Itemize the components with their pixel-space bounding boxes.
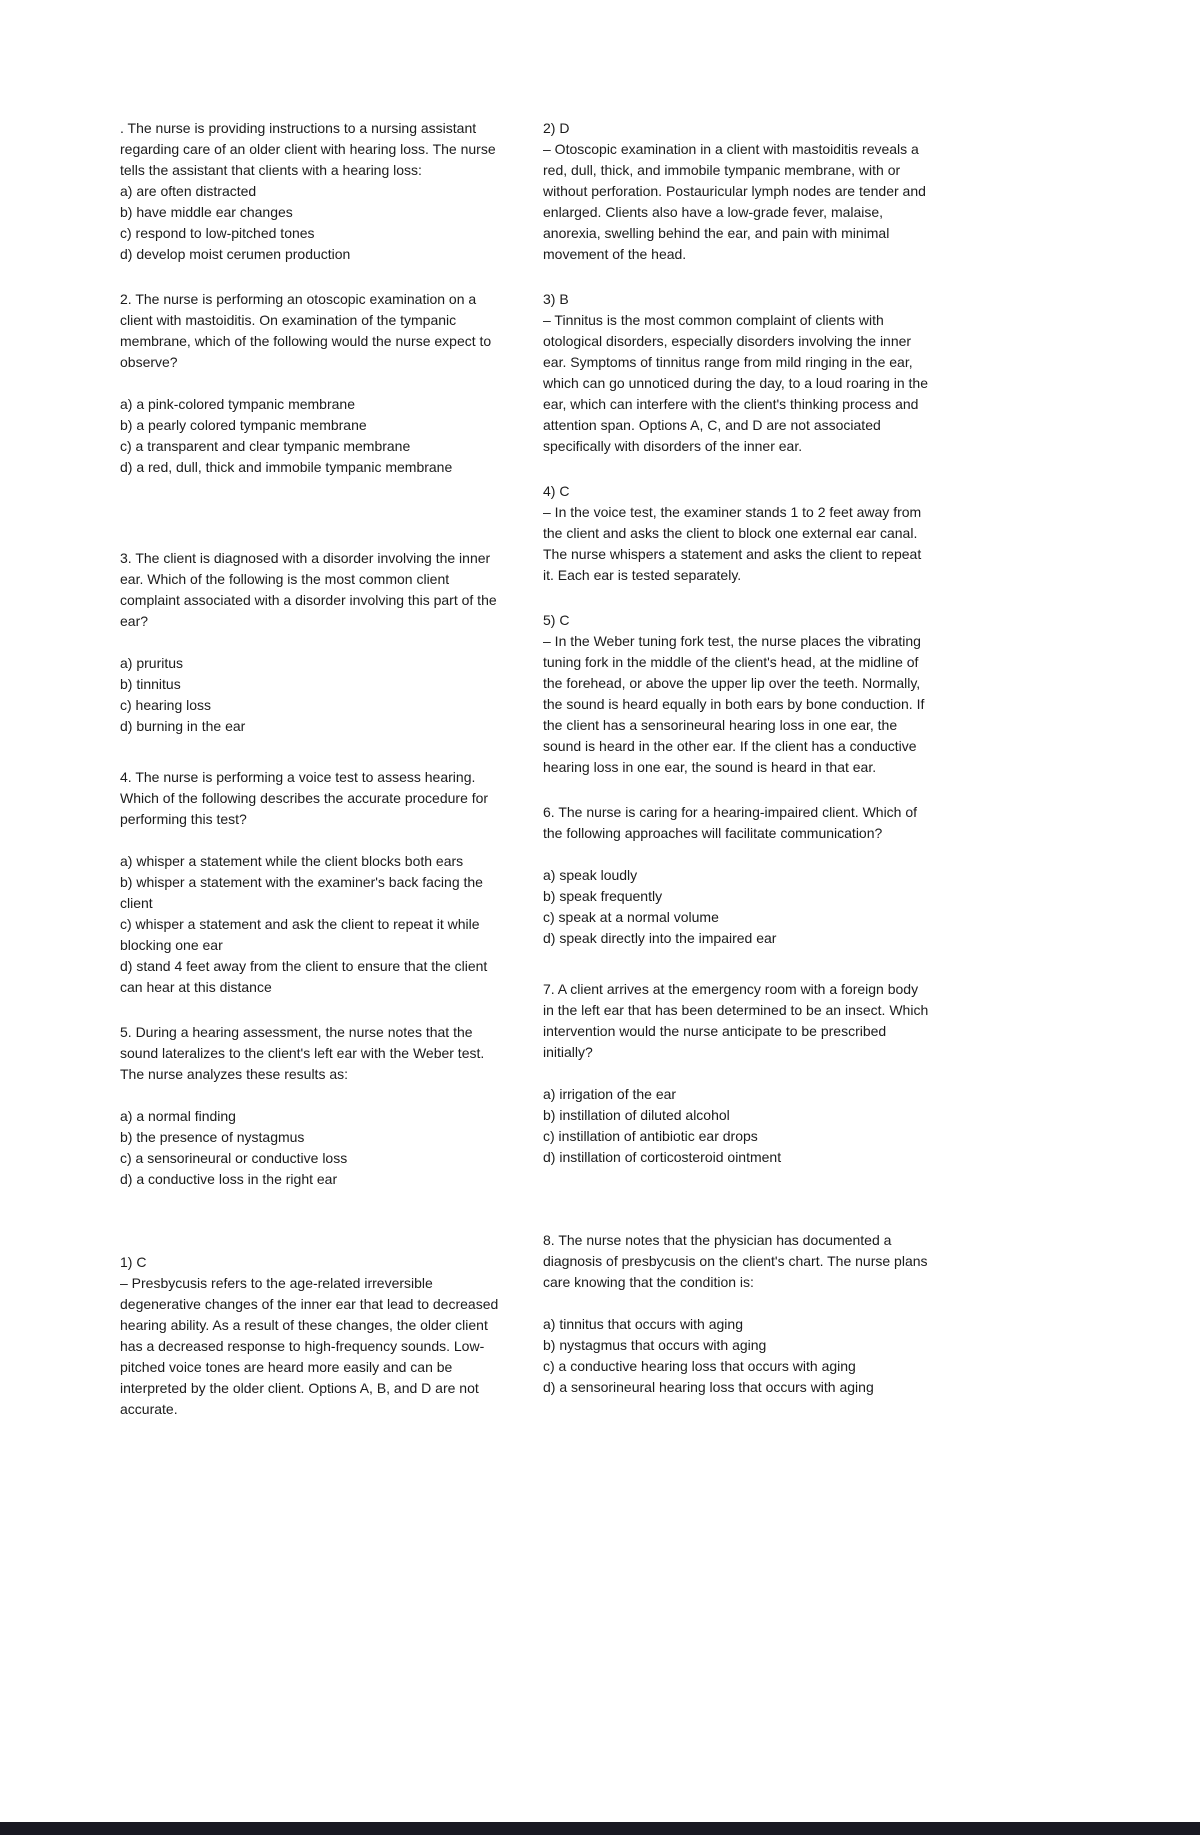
question-6-option-c: c) speak at a normal volume	[543, 909, 719, 925]
question-4-option-c: c) whisper a statement and ask the client to repeat it while blocking one ear	[120, 916, 480, 953]
answer-3-label: 3) B	[543, 291, 569, 307]
answer-3	[543, 289, 931, 457]
question-3-option-d: d) burning in the ear	[120, 718, 246, 734]
question-4-option-d: d) stand 4 feet away from the client to ensure that the client can hear at this distance	[120, 958, 488, 995]
question-8	[543, 1230, 931, 1398]
question-5-stem: 5. During a hearing assessment, the nurse notes that the sound lateralizes to the client's left ear with the Weber test. The nurse analyzes these results as:	[120, 1024, 485, 1082]
answer-3-rationale: – Tinnitus is the most common complaint of clients with otological disorders, especially disorders involving the inner ear. Symptoms of tinnitus range from mild ringing in the ear, which can go unnoticed during the day, to a loud roaring in the ear, which can interfere with the client's thinking process and attention span. Options A, C, and D are not associated specifically with disorders of the inner ear.	[543, 312, 928, 454]
answer-4-rationale: – In the voice test, the examiner stands 1 to 2 feet away from the client and asks the client to block one external ear canal. The nurse whispers a statement and asks the client to repeat it. Each ear is tested separately.	[543, 504, 922, 583]
answer-5	[543, 610, 931, 778]
question-7-option-d: d) instillation of corticosteroid ointment	[543, 1149, 782, 1165]
question-8-option-c: c) a conductive hearing loss that occurs with aging	[543, 1358, 856, 1374]
question-3-stem: 3. The client is diagnosed with a disorder involving the inner ear. Which of the following is the most common client complaint associated with a disorder involving this part of the ear?	[120, 550, 497, 629]
question-7-options	[543, 1084, 931, 1168]
question-6-option-d: d) speak directly into the impaired ear	[543, 930, 777, 946]
question-6-options	[543, 865, 931, 949]
question-8-option-b: b) nystagmus that occurs with aging	[543, 1337, 767, 1353]
question-8-option-a: a) tinnitus that occurs with aging	[543, 1316, 743, 1332]
question-2-option-c: c) a transparent and clear tympanic membrane	[120, 438, 411, 454]
answer-5-label: 5) C	[543, 612, 570, 628]
answer-1	[120, 1252, 502, 1420]
question-8-stem: 8. The nurse notes that the physician has documented a diagnosis of presbycusis on the client's chart. The nurse plans care knowing that the condition is:	[543, 1232, 928, 1290]
right-column	[543, 118, 931, 1398]
question-2-stem: 2. The nurse is performing an otoscopic examination on a client with mastoiditis. On examination of the tympanic membrane, which of the following would the nurse expect to observe?	[120, 291, 492, 370]
question-7-option-b: b) instillation of diluted alcohol	[543, 1107, 730, 1123]
answer-2	[543, 118, 931, 265]
question-7-option-a: a) irrigation of the ear	[543, 1086, 677, 1102]
question-5-option-a: a) a normal finding	[120, 1108, 236, 1124]
question-1-option-b: b) have middle ear changes	[120, 204, 293, 220]
question-1-option-c: c) respond to low-pitched tones	[120, 225, 315, 241]
question-1-option-a: a) are often distracted	[120, 183, 257, 199]
question-6	[543, 802, 931, 949]
question-5-options	[120, 1106, 502, 1190]
answer-4	[543, 481, 931, 586]
question-6-option-a: a) speak loudly	[543, 867, 638, 883]
bottom-bar	[0, 1822, 1200, 1835]
question-2-option-a: a) a pink-colored tympanic membrane	[120, 396, 355, 412]
answer-1-label: 1) C	[120, 1254, 147, 1270]
question-7-stem: 7. A client arrives at the emergency room with a foreign body in the left ear that has been determined to be an insect. Which intervention would the nurse anticipate to be prescribed initially?	[543, 981, 929, 1060]
question-6-option-b: b) speak frequently	[543, 888, 663, 904]
question-7-option-c: c) instillation of antibiotic ear drops	[543, 1128, 758, 1144]
question-2-option-d: d) a red, dull, thick and immobile tympanic membrane	[120, 459, 453, 475]
question-3-options	[120, 653, 502, 737]
question-2	[120, 289, 502, 478]
question-3	[120, 548, 502, 737]
answer-1-rationale: – Presbycusis refers to the age-related irreversible degenerative changes of the inner ear that lead to decreased hearing ability. As a result of these changes, the older client has a decreased response to high-frequency sounds. Low-pitched voice tones are heard more easily and can be interpreted by the older client. Options A, B, and D are not accurate.	[120, 1275, 499, 1417]
answer-5-rationale: – In the Weber tuning fork test, the nurse places the vibrating tuning fork in the middle of the client's head, at the midline of the forehead, or above the upper lip over the teeth. Normally, the sound is heard equally in both ears by bone conduction. If the client has a sensorineural hearing loss in one ear, the sound is heard in the other ear. If the client has a conductive hearing loss in one ear, the sound is heard in that ear.	[543, 633, 925, 775]
question-4-option-a: a) whisper a statement while the client blocks both ears	[120, 853, 464, 869]
question-8-option-d: d) a sensorineural hearing loss that occurs with aging	[543, 1379, 874, 1395]
question-7	[543, 979, 931, 1168]
question-1-stem: . The nurse is providing instructions to a nursing assistant regarding care of an older client with hearing loss. The nurse tells the assistant that clients with a hearing loss:	[120, 120, 496, 178]
question-1	[120, 118, 502, 265]
question-1-option-d: d) develop moist cerumen production	[120, 246, 351, 262]
question-5	[120, 1022, 502, 1190]
question-4-options	[120, 851, 502, 998]
question-2-option-b: b) a pearly colored tympanic membrane	[120, 417, 367, 433]
question-4-option-b: b) whisper a statement with the examiner's back facing the client	[120, 874, 483, 911]
question-2-options	[120, 394, 502, 478]
answer-4-label: 4) C	[543, 483, 570, 499]
question-4	[120, 767, 502, 998]
question-1-options	[120, 181, 502, 265]
left-column	[120, 118, 502, 1420]
question-5-option-b: b) the presence of nystagmus	[120, 1129, 305, 1145]
question-6-stem: 6. The nurse is caring for a hearing-impaired client. Which of the following approaches will facilitate communication?	[543, 804, 918, 841]
question-5-option-d: d) a conductive loss in the right ear	[120, 1171, 338, 1187]
question-3-option-c: c) hearing loss	[120, 697, 212, 713]
answer-2-label: 2) D	[543, 120, 570, 136]
question-8-options	[543, 1314, 931, 1398]
question-3-option-b: b) tinnitus	[120, 676, 181, 692]
question-4-stem: 4. The nurse is performing a voice test to assess hearing. Which of the following describes the accurate procedure for performing this test?	[120, 769, 489, 827]
question-3-option-a: a) pruritus	[120, 655, 184, 671]
answer-2-rationale: – Otoscopic examination in a client with mastoiditis reveals a red, dull, thick, and immobile tympanic membrane, with or without perforation. Postauricular lymph nodes are tender and enlarged. Clients also have a low-grade fever, malaise, anorexia, swelling behind the ear, and pain with minimal movement of the head.	[543, 141, 926, 262]
question-5-option-c: c) a sensorineural or conductive loss	[120, 1150, 348, 1166]
